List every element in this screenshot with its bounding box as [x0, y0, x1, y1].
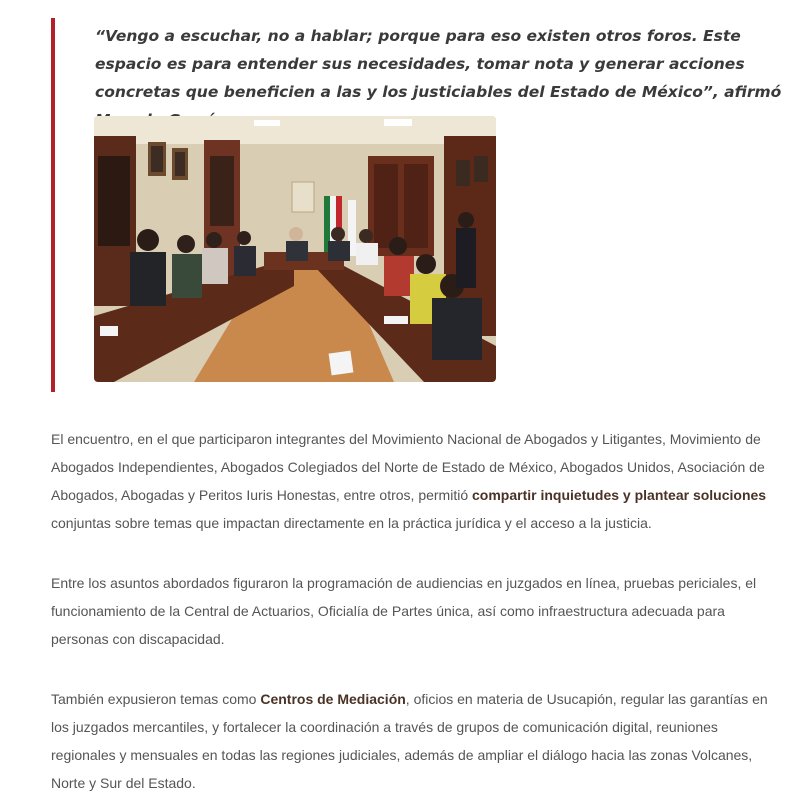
paragraph-text: conjuntas sobre temas que impactan directamente en la práctica jurídica y el acceso a la justicia. — [51, 515, 652, 531]
paragraph-temas — [51, 685, 781, 797]
paragraph-text: , oficios en materia de Usucapión, regular las garantías en los juzgados mercantiles, y fortalecer la coordinación a través de grupos de comunicación digital, reuniones regionales y mensuales en todas las regiones judiciales, además de ampliar el diálogo hacia las zonas Volcanes, Norte y Sur del Estado. — [51, 691, 768, 791]
paragraph-encuentro — [51, 425, 781, 537]
paragraph-text: El encuentro, en el que participaron integrantes del Movimiento Nacional de Abogados y Litigantes, Movimiento de Abogados Independientes, Abogados Colegiados del Norte de Estado de México, Abogados Unidos, Asociación de Abogados, Abogadas y Peritos Iuris Honestas, entre otros, permitió — [51, 431, 765, 503]
blockquote — [51, 18, 781, 392]
meeting-photo — [94, 116, 496, 382]
highlight-text: Centros de Mediación — [260, 691, 406, 707]
paragraph-text: También expusieron temas como — [51, 691, 261, 707]
quote-text: “Vengo a escuchar, no a hablar; porque para eso existen otros foros. Este espacio es para entender sus necesidades, tomar nota y generar acciones concretas que beneficien a las y los justiciables del Estado de México”, afirmó — [95, 27, 782, 101]
paragraph-asuntos: Entre los asuntos abordados figuraron la programación de audiencias en juzgados en línea, pruebas periciales, el funcionamiento de la Central de Actuarios, Oficialía de Partes única, así como infraestructura adecuada para personas con discapacidad. — [51, 575, 757, 647]
highlight-text: compartir inquietudes y plantear soluciones — [472, 487, 767, 503]
quote-accent-bar — [51, 18, 55, 392]
